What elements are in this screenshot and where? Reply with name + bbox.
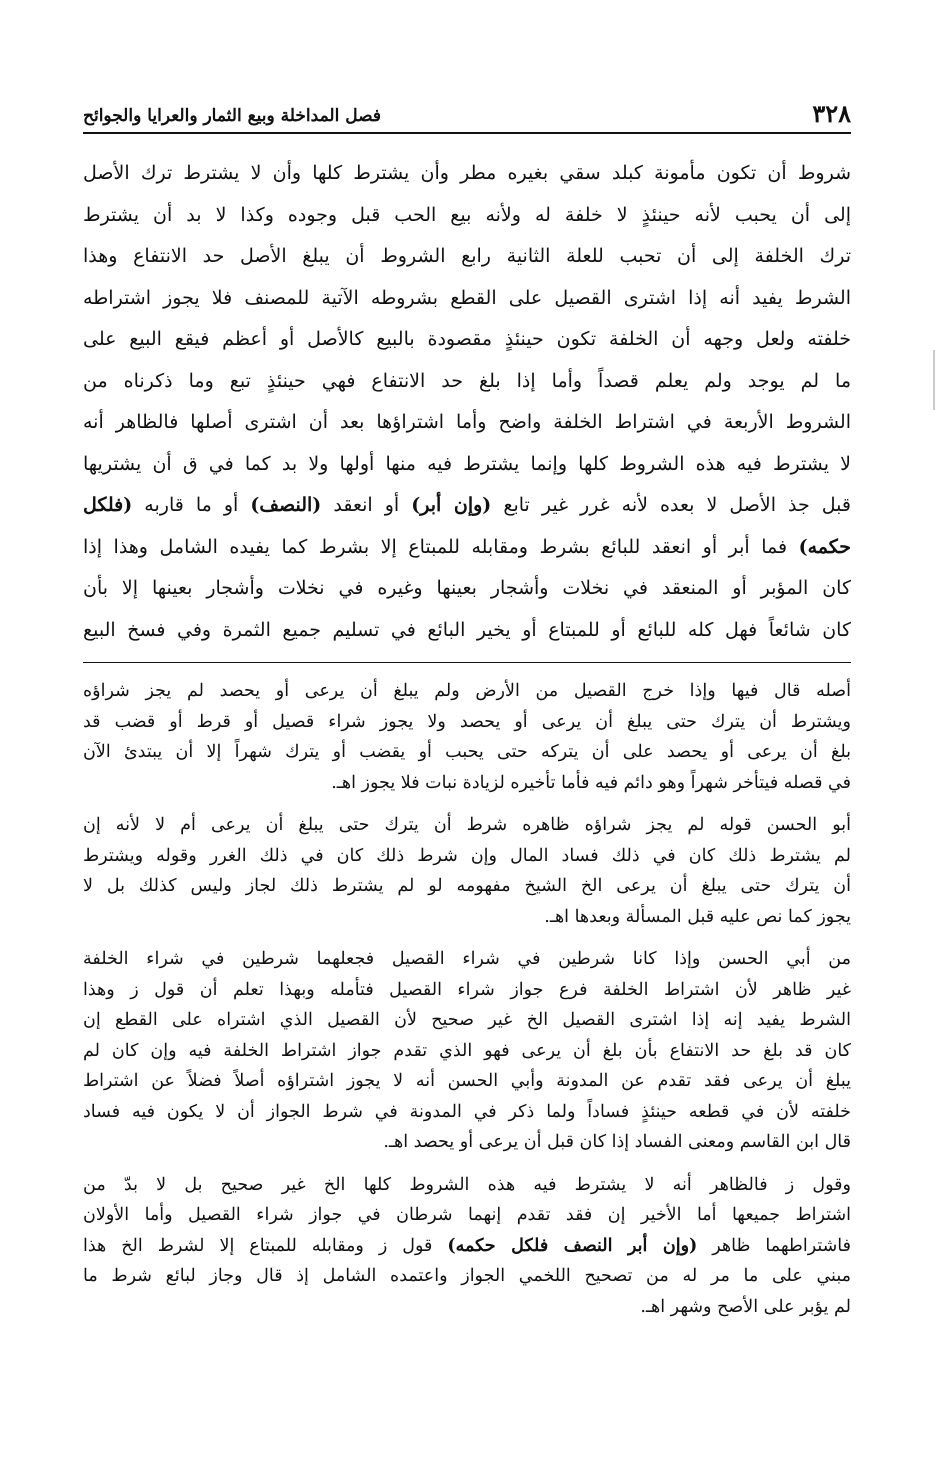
footnote-paragraph	[83, 810, 851, 932]
footnote-line: يبلغ أن يرعى فقد تقدم عن المدونة وأبي الحسن أنه لا يجوز اشتراؤه أصلاً فضلاً عن اشتراط	[83, 1071, 851, 1091]
matn-quote: حكمه)	[798, 535, 851, 558]
footnote-line: يجوز كما نص عليه قبل المسألة وبعدها اهـ.	[544, 906, 851, 927]
footnote-line: كان قد بلغ حد الانتفاع بأن بلغ أن يرعى فهو الذي تقدم جواز اشتراط الخلفة فيه وإن كان لم	[83, 1040, 851, 1061]
text-line: ما لم يوجد ولم يعلم قصداً وأما إذا بلغ حد الانتفاع فهي حينئذٍ تبع وما ذكرناه من	[83, 369, 851, 392]
footnote-line: أصله قال فيها وإذا خرج القصيل من الأرض ولم يبلغ أن يرعى أو يحصد لم يجز شراؤه	[83, 681, 851, 701]
text-segment: فما أبر أو انعقد للبائع بشرط ومقابله للمبتاع إلا بشرط كما يفيده الشامل وهذا إذا	[83, 535, 799, 558]
text-line	[83, 485, 851, 527]
footnote-line: مبني على ما مر له من تصحيح اللخمي الجواز واعتمده الشامل إذ قال وجاز لبائع شرط ما	[83, 1266, 851, 1286]
text-line: خلفته ولعل وجهه أن الخلفة تكون حينئذٍ مقصودة بالبيع كالأصل أو أعظم فيقع البيع على	[83, 328, 851, 350]
footnote-line: اشتراط جميعها أما الأخير إن فقد تقدم إنهما شرطان في جواز شراء القصيل وأما الأولان	[83, 1205, 851, 1225]
text-line: الشرط يفيد أنه إذا اشترى القصيل على القطع بشروطه الآتية للمصنف فلا يجوز اشتراطه	[83, 286, 851, 309]
footnote-line: بلغ أن يرعى أو يحصد على أن يتركه حتى يحبب أو يقضب أو يترك شهراً إلا أن يبتدئ الآن	[83, 742, 851, 762]
main-text	[83, 153, 851, 651]
matn-quote: (وإن أبر النصف فلكل حكمه)	[447, 1235, 698, 1256]
footnote-line: وقول ز فالظاهر أنه لا يشترط فيه هذه الشروط كلها الخ غير صحيح بل لا بدّ من	[83, 1174, 851, 1195]
text-segment: قول ز ومقابله للمبتاع إلا لشرط الخ هذا	[83, 1235, 448, 1256]
matn-quote: (وإن أبر)	[411, 494, 492, 516]
running-title: فصل المداخلة وبيع الثمار والعرايا والجوائح	[83, 106, 381, 126]
footnote-line: خلفته لأن في قطعه حينئذٍ فساداً ولما ذكر في المدونة في شرط الجواز أن لا يكون فيه فساد	[83, 1101, 851, 1122]
footnote-line: لم يشترط ذلك كان في ذلك فساد المال وإن شرط ذلك كان في ذلك الغرر وقوله ويشترط	[83, 845, 851, 866]
text-line: ترك الخلفة إلى أن تحبب للعلة الثانية رابع الشروط أن يبلغ الأصل حد الانتفاع وهذا	[83, 245, 851, 267]
footnote-paragraph	[83, 1170, 851, 1323]
page-header	[83, 88, 851, 128]
matn-quote: (النصف)	[250, 494, 322, 516]
footnotes	[83, 676, 851, 1334]
footnote-line: من أبي الحسن وإذا كانا شرطين في شراء القصيل فجعلهما شرطين في شراء الخلفة	[83, 949, 851, 969]
footnote-line: أن يترك حتى يبلغ أن يرعى الخ الشيخ مفهومه لو لم يشترط ذلك لجاز وليس كذلك بل لا	[83, 876, 851, 896]
text-line: كان شائعاً فهل كله للبائع أو للمبتاع أو يخير البائع في تسليم جميع الثمرة وفي فسخ البيع	[83, 618, 851, 641]
footnote-rule	[83, 662, 851, 663]
footnote-line: غير ظاهر لأن اشتراط الخلفة فرع جواز شراء القصيل فتأمله وبهذا تعلم أن قول ز وهذا	[83, 979, 851, 1000]
footnote-paragraph	[83, 676, 851, 798]
footnote-line: الشرط يفيد إنه إذا اشترى القصيل الخ غير صحيح لأن القصيل الذي اشتراه على القطع إن	[83, 1010, 851, 1030]
footnote-line: ويشترط أن يترك حتى يبلغ أن يرعى أو يحصد ولا يجوز شراء قصيل أو قرط أو قضب قد	[83, 711, 851, 732]
header-rule	[83, 132, 851, 134]
footnote-paragraph	[83, 944, 851, 1158]
footnote-line: قال ابن القاسم ومعنى الفساد إذا كان قبل أن يرعى أو يحصد اهـ.	[383, 1132, 851, 1152]
footnote-line	[83, 1231, 851, 1262]
footnote-line: لم يؤبر على الأصح وشهر اهـ.	[640, 1296, 851, 1317]
text-segment: فاشتراطهما ظاهر	[697, 1235, 851, 1256]
text-line: إلى أن يحبب لأنه حينئذٍ لا خلفة له ولأنه بيع الحب قبل وجوده وكذا لا بد أن يشترط	[83, 203, 851, 226]
page-number: ٣٢٨	[812, 99, 851, 128]
text-segment: أو انعقد	[321, 494, 412, 516]
text-segment: قبل جذ الأصل لا بعده لأنه غرر غير تابع	[491, 494, 851, 516]
footnote-line: أبو الحسن قوله لم يجز شراؤه ظاهره شرط أن يترك حتى يبلغ أن يرعى أم لا لأنه إن	[83, 815, 851, 835]
text-line: لا يشترط فيه هذه الشروط كلها وإنما يشترط فيه منها أولها ولا بد كما في ق أن يشتريها	[83, 452, 851, 475]
text-line: الشروط الأربعة في اشتراط الخلفة واضح وأما اشتراؤها بعد أن اشترى أصلها فالظاهر أنه	[83, 411, 851, 433]
matn-quote: (فلكل	[83, 494, 133, 516]
footnote-line: في قصله فيتأخر شهراً وهو دائم فيه فأما تأخيره لزيادة نبات فلا يجوز اهـ.	[331, 772, 851, 793]
scan-edge-mark	[933, 350, 935, 410]
text-segment: أو ما قاربه	[132, 494, 251, 516]
text-line	[83, 527, 851, 569]
text-line: كان المؤبر أو المنعقد في نخلات وأشجار بعينها وغيره في نخلات وأشجار بعينها إلا بأن	[83, 577, 851, 599]
text-line: شروط أن تكون مأمونة كبلد سقي بغيره مطر وأن يشترط كلها وأن لا يشترط ترك الأصل	[83, 162, 851, 184]
